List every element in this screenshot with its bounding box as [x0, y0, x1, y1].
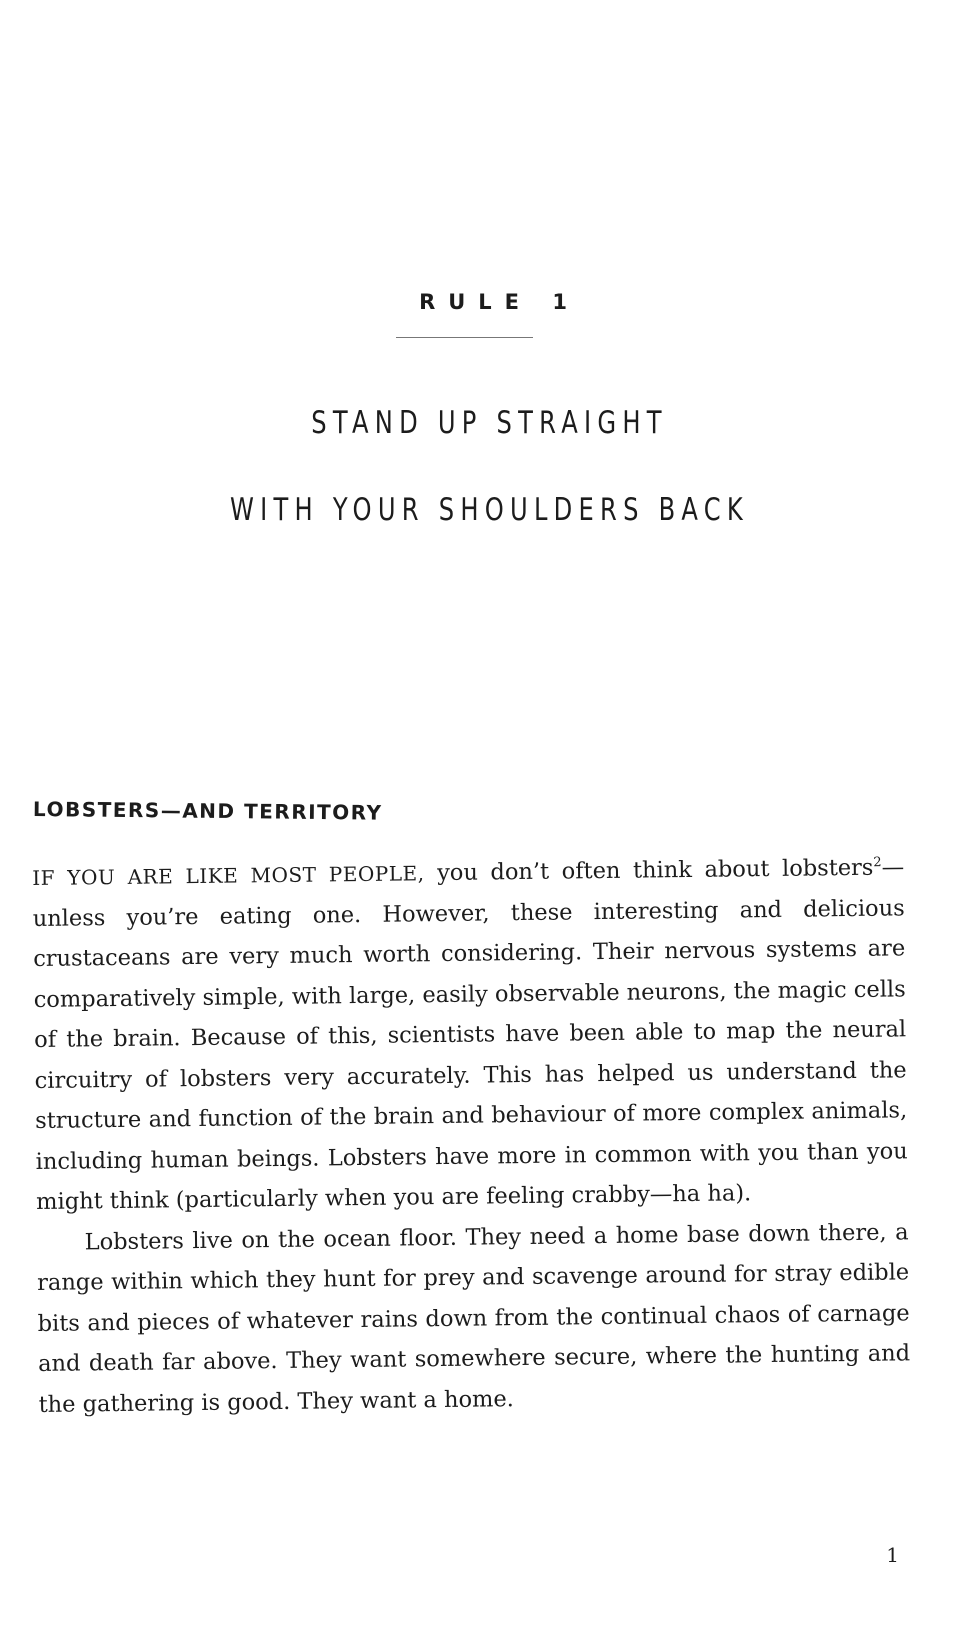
paragraph-1 — [32, 847, 908, 1222]
chapter-label: RULE 1 — [419, 290, 580, 314]
section-heading: LOBSTERS—AND TERRITORY — [32, 797, 383, 825]
paragraph-1-lead: you don’t often think about lobsters — [424, 854, 874, 887]
body-text — [32, 847, 911, 1425]
paragraph-1-opening-smallcaps: IF YOU ARE LIKE MOST PEOPLE, — [32, 861, 425, 890]
chapter-label-underline — [396, 337, 533, 338]
paragraph-2: Lobsters live on the ocean floor. They need a home base down there, a range within which they hunt for prey and scavenge around for stray edible bits and pieces of whatever rains down from the continual chaos of carnage and death far above. They want somewhere secure, where the hunting and the gathering is good. They want a home. — [37, 1218, 911, 1418]
page-number: 1 — [886, 1543, 899, 1567]
footnote-marker[interactable]: 2 — [873, 855, 882, 871]
paragraph-1-rest: —unless you’re eating one. However, these interesting and delicious crustaceans are very much worth considering. Their nervous systems are comparatively simple, with large, easily observable neurons, the magic cells of the brain. Because of this, scientists have been able to map the neural circuitry of lobsters very accurately. This has helped us understand the structure and function of the brain and behaviour of more complex animals, including human beings. Lobsters have more in common with you than you might think (particularly when you are feeling crabby—ha ha). — [32, 854, 908, 1215]
chapter-title-line-2: WITH YOUR SHOULDERS BACK — [229, 492, 750, 528]
chapter-title-line-1: STAND UP STRAIGHT — [311, 405, 668, 441]
